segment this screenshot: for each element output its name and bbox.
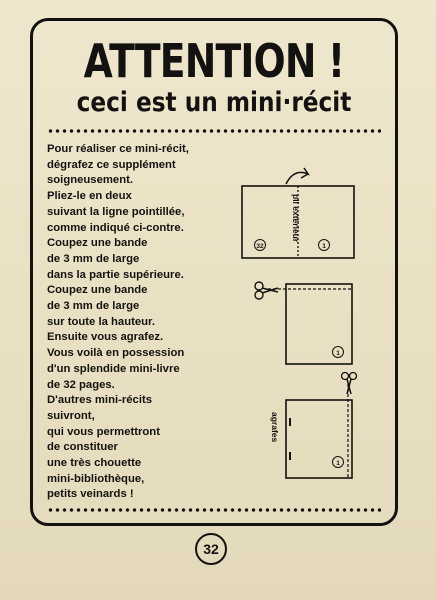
scissors-icon bbox=[255, 282, 278, 299]
page-number-right: 1 bbox=[322, 242, 326, 250]
page-number-left: 32 bbox=[256, 242, 264, 250]
staples-label: agrafes bbox=[270, 412, 280, 443]
instruction-line: Coupez une bande bbox=[47, 284, 148, 297]
instruction-line: mini-bibliothèque, bbox=[47, 472, 145, 485]
headline: ATTENTION ! bbox=[83, 34, 345, 88]
instruction-line: d'un splendide mini-livre bbox=[47, 362, 180, 375]
instruction-line: D'autres mini-récits bbox=[47, 394, 153, 407]
instruction-line: Pour réaliser ce mini-récit, bbox=[47, 143, 189, 155]
diagram-step-2 bbox=[255, 282, 352, 364]
scissors-icon bbox=[342, 373, 357, 395]
instruction-line: de constituer bbox=[47, 441, 118, 454]
instruction-line: Pliez-le en deux bbox=[47, 190, 132, 203]
page-number: 1 bbox=[336, 349, 340, 357]
instruction-line: qui vous permettront bbox=[47, 425, 160, 438]
instruction-line: dans la partie supérieure. bbox=[47, 268, 184, 281]
dotted-divider-top bbox=[47, 129, 381, 133]
folded-sheet bbox=[286, 284, 352, 364]
instruction-line: une très chouette bbox=[47, 457, 142, 470]
instruction-line: soigneusement. bbox=[47, 174, 134, 187]
diagram-step-3 bbox=[270, 373, 357, 479]
instruction-line: Ensuite vous agrafez. bbox=[47, 331, 164, 344]
instruction-line: suivant la ligne pointillée, bbox=[47, 205, 185, 218]
instruction-line: de 3 mm de large bbox=[47, 300, 140, 313]
folding-instructions-illustration bbox=[238, 156, 368, 486]
diagram-step-1 bbox=[242, 168, 354, 258]
instructions-list bbox=[47, 142, 247, 503]
instruction-line: comme indiqué ci-contre. bbox=[47, 221, 184, 234]
page-number: 1 bbox=[336, 459, 340, 467]
instruction-line: Coupez une bande bbox=[47, 237, 148, 250]
fold-label: pli extérieur bbox=[291, 194, 301, 243]
instruction-line: Vous voilà en possession bbox=[47, 347, 185, 360]
instruction-line: petits veinards ! bbox=[47, 488, 134, 501]
dotted-divider-bottom bbox=[47, 508, 381, 512]
instruction-line: de 32 pages. bbox=[47, 378, 115, 391]
instruction-line: dégrafez ce supplément bbox=[47, 158, 176, 171]
subheadline: ceci est un mini·récit bbox=[76, 87, 352, 118]
instruction-line: suivront, bbox=[47, 409, 95, 422]
instruction-line: sur toute la hauteur. bbox=[47, 315, 155, 328]
page-number: 32 bbox=[195, 533, 227, 565]
notice-frame bbox=[30, 18, 398, 526]
fold-arrow-icon bbox=[286, 168, 308, 184]
instruction-line: de 3 mm de large bbox=[47, 252, 140, 265]
